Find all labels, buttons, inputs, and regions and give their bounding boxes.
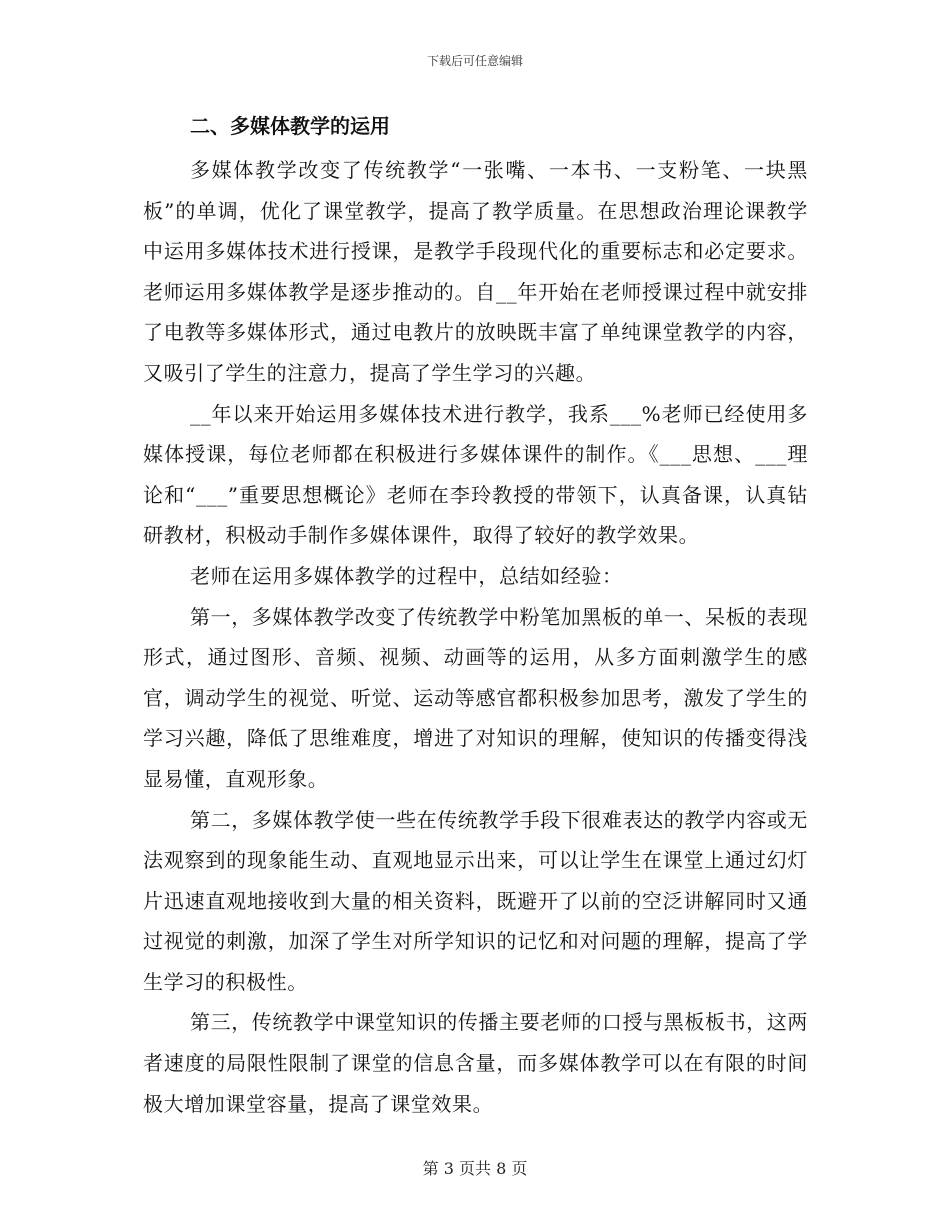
paragraph-adoption: __年以来开始运用多媒体技术进行教学，我系___%老师已经使用多媒体授课，每位老师都在积极进行多媒体课件的制作。《___思想、___理论和“___”重要思想概论》老师在李玲教授的带领下，认真备课，认真钻研教材，积极动手制作多媒体课件，取得了较好的教学效果。 <box>143 401 808 548</box>
document-body <box>143 106 808 1124</box>
paragraph-point-two: 第二，多媒体教学使一些在传统教学手段下很难表达的教学内容或无法观察到的现象能生动、直观地显示出来，可以让学生在课堂上通过幻灯片迅速直观地接收到大量的相关资料，既避开了以前的空泛讲解同时又通过视觉的刺激，加深了学生对所学知识的记忆和对问题的理解，提高了学生学习的积极性。 <box>143 807 808 994</box>
paragraph-experience-lead: 老师在运用多媒体教学的过程中，总结如经验： <box>190 563 623 588</box>
page-header-note: 下载后可任意编辑 <box>426 54 523 68</box>
paragraph-intro: 多媒体教学改变了传统教学“一张嘴、一本书、一支粉笔、一块黑板”的单调，优化了课堂教学，提高了教学质量。在思想政治理论课教学中运用多媒体技术进行授课，是教学手段现代化的重要标志和必定要求。老师运用多媒体教学是逐步推动的。自__年开始在老师授课过程中就安排了电教等多媒体形式，通过电教片的放映既丰富了单纯课堂教学的内容，又吸引了学生的注意力，提高了学生学习的兴趣。 <box>143 158 808 385</box>
paragraph-point-three: 第三，传统教学中课堂知识的传播主要老师的口授与黑板板书，这两者速度的局限性限制了课堂的信息含量，而多媒体教学可以在有限的时间极大增加课堂容量，提高了课堂效果。 <box>143 1010 808 1116</box>
section-heading: 二、多媒体教学的运用 <box>190 114 390 138</box>
paragraph-point-one: 第一，多媒体教学改变了传统教学中粉笔加黑板的单一、呆板的表现形式，通过图形、音频、视频、动画等的运用，从多方面刺激学生的感官，调动学生的视觉、听觉、运动等感官都积极参加思考，激发了学生的学习兴趣，降低了思维难度，增进了对知识的理解，使知识的传播变得浅显易懂，直观形象。 <box>143 604 808 791</box>
page-number: 第 3 页共 8 页 <box>422 1159 528 1178</box>
